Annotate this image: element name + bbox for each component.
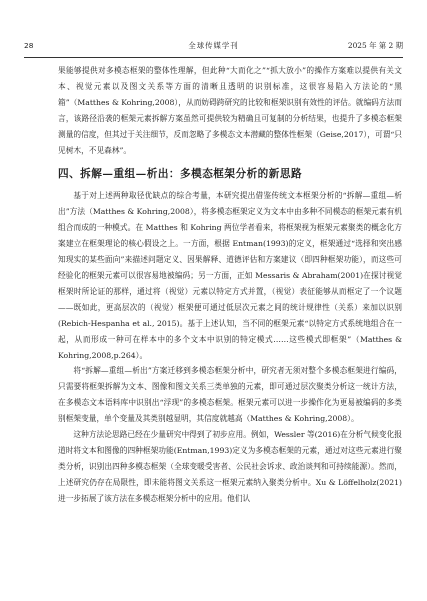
paragraph: 基于对上述两种取径优缺点的综合考量，本研究提出借鉴传统文本框架分析的“拆解—重组—析出”方法（Matthes & Kohring,2008），将多模态框架定义为文本中由多种不同模态的框架元素有机组合而成的一种模式。在 Matthes 和 Kohring 两位学者看来，将框架视为框架元素聚类的概念化方案建立在框架理论的核心假设之上。一方面，根据 Entman(1993)的定义，框架通过“选择和突出感知现实的某些面向”来描述问题定义、因果解释、道德评估和方案建议（即四种框架功能），而这些可经验化的框架元素可以很容易地被编码；另一方面，正如 Messaris & Abraham(2001)在探讨视觉框架时所论证的那样，通过将（视觉）元素以特定方式并置，（视觉）表征能够从而框定了一个议题——既如此，更高层次的（视觉）框架便可通过低层次元素之间的统计规律性（关系）来加以识别(Rebich-Hespanha et al., 2015)。基于上述认知，当不同的框架元素“以特定方式系统地组合在一起，从而形成一种可在样本中的多个文本中识别的特定模式……这些模式即框架”（Matthes & Kohring,2008,p.264）。 <box>58 191 402 360</box>
paragraph-continued: 果能够提供对多模态框架的整体性理解，但此种“大而化之”“抓大放小”的操作方案难以提供有关文本、视觉元素以及图文关系等方面的清晰且透明的识别标准，这很容易陷入方法论的“黑箱”（Matthes & Kohring,2008），从而妨碍跨研究的比较和框架识别有效性的评估。就编码方法而言，该路径沿袭的框架元素拆解方案虽然可提供较为精确且可复制的分析结果，也提升了多模态框架测量的信度，但其过于关注细节，反而忽略了多模态文本潜藏的整体性框架（Geise,2017），可谓“只见树木，不见森林”。 <box>58 66 402 155</box>
page-number: 28 <box>24 41 34 50</box>
issue-label: 2025 年 第 2 期 <box>347 41 403 50</box>
running-header <box>24 39 403 53</box>
paragraph: 这种方法论思路已经在少量研究中得到了初步应用。例如，Wessler 等(2016)在分析气候变化报道时将文本和图像的四种框架功能(Entman,1993)定义为多模态框架的元素，通过对这些元素进行聚类分析，识别出四种多模态框架（全球变暖受害者、公民社会诉求、政治谈判和可持续能源）。然而，上述研究仍存在局限性，即未能将图文关系这一框架元素纳入聚类分析中。Xu & Löffelholz(2021)进一步拓展了该方法在多模态框架分析中的应用。他们认 <box>58 430 402 503</box>
section-heading: 四、拆解—重组—析出：多模态框架分析的新思路 <box>58 168 303 181</box>
journal-title: 全球传媒学刊 <box>188 41 239 50</box>
header-rule <box>24 57 403 58</box>
paragraph: 将“拆解—重组—析出”方案迁移到多模态框架分析中，研究者无须对整个多模态框架进行编码，只需要将框架拆解为文本、图像和图文关系三类单独的元素，即可通过层次聚类分析这一统计方法，在多模态文本语料库中识别出“浮现”的多模态框架。框架元素可以进一步操作化为更易被编码的多类别框架变量，单个变量及其类别越显明，其信度就越高（Matthes & Kohring,2008）。 <box>58 366 402 424</box>
article-body <box>58 63 402 507</box>
